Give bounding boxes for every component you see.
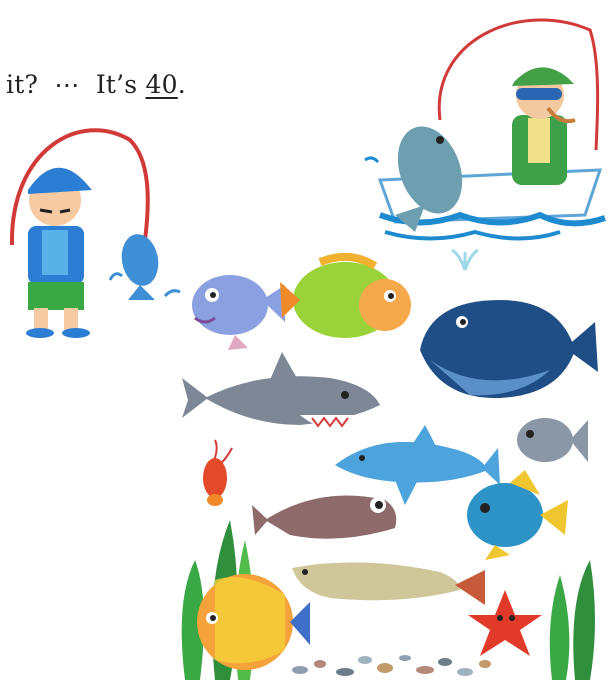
long-pike-fish <box>292 562 485 605</box>
grey-shark <box>182 352 380 428</box>
blue-yellow-tropical-fish <box>467 470 568 560</box>
boy-fishing-on-shore <box>12 130 180 338</box>
red-shrimp <box>203 440 232 506</box>
blue-puffer-fish <box>192 275 285 350</box>
question-prefix: it? <box>6 70 39 99</box>
blue-whale <box>420 250 598 398</box>
pebbles <box>292 655 491 676</box>
answer-reply: It’s <box>95 70 138 99</box>
fisherman-in-boat <box>365 20 605 238</box>
blue-dolphin <box>335 425 500 505</box>
brown-grouper-fish <box>252 496 396 539</box>
grey-fish <box>517 418 588 462</box>
orange-yellow-fish <box>197 574 310 670</box>
answer-value: 40 <box>145 70 178 99</box>
answer-period: . <box>177 70 186 99</box>
small-blue-fish <box>110 231 180 300</box>
green-orange-tropical-fish <box>280 257 411 338</box>
ellipsis: ⋯ <box>54 70 80 99</box>
